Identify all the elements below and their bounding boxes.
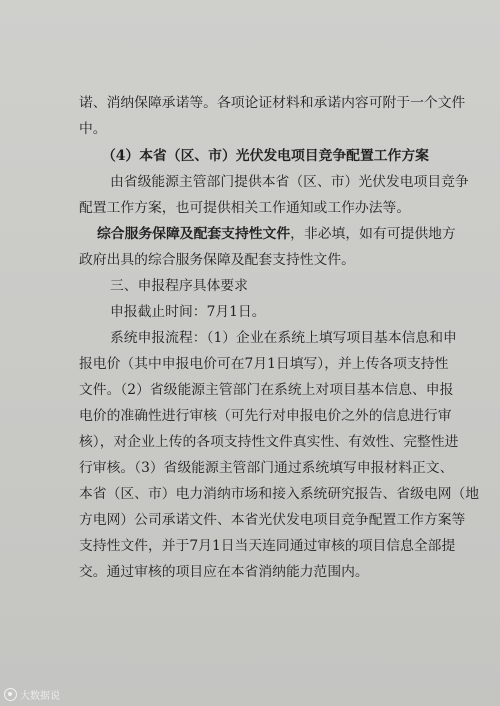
text-line: 方电网）公司承诺文件、本省光伏发电项目竞争配置工作方案等 [79,512,466,528]
text-line: 行审核。（3）省级能源主管部门通过系统填写申报材料正文、 [79,460,454,476]
watermark [4,686,60,702]
text-phrase: ，非必填，如有可提供地方 [290,226,456,242]
text-line: 配置工作方案，也可提供相关工作通知或工作办法等。 [79,200,411,216]
text-line: 核），对企业上传的各项支持性文件真实性、有效性、完整性进 [79,434,459,450]
text-line: 文件。（2）省级能源主管部门在系统上对项目基本信息、申报 [79,382,454,398]
text-line: 由省级能源主管部门提供本省（区、市）光伏发电项目竞争 [110,174,469,190]
section-heading: （4）本省（区、市）光伏发电项目竞争配置工作方案 [102,148,429,164]
text-line: 中。 [79,121,107,137]
text-line: 申报截止时间：7月1日。 [110,304,266,320]
text-line: 报电价（其中申报电价可在7月1日填写），并上传各项支持性 [79,356,449,372]
text-line: 电价的准确性进行审核（可先行对申报电价之外的信息进行审 [79,408,452,424]
text-line: 交。通过审核的项目应在本省消纳能力范围内。 [79,564,369,580]
watermark-logo-icon [4,688,17,701]
text-line-mixed [0,225,500,243]
text-line: 系统申报流程：（1）企业在系统上填写项目基本信息和申 [110,330,457,346]
section-heading: 三、申报程序具体要求 [110,278,248,294]
text-line: 支持性文件，并于7月1日当天连同通过审核的项目信息全部提 [79,538,456,554]
text-line: 政府出具的综合服务保障及配套支持性文件。 [79,252,355,268]
text-line: 本省（区、市）电力消纳市场和接入系统研究报告、省级电网（地 [79,486,480,502]
watermark-text: 大数据说 [20,690,60,702]
text-line: 诺、消纳保障承诺等。各项论证材料和承诺内容可附于一个文件 [79,95,466,111]
bold-phrase: 综合服务保障及配套支持性文件 [97,226,291,242]
